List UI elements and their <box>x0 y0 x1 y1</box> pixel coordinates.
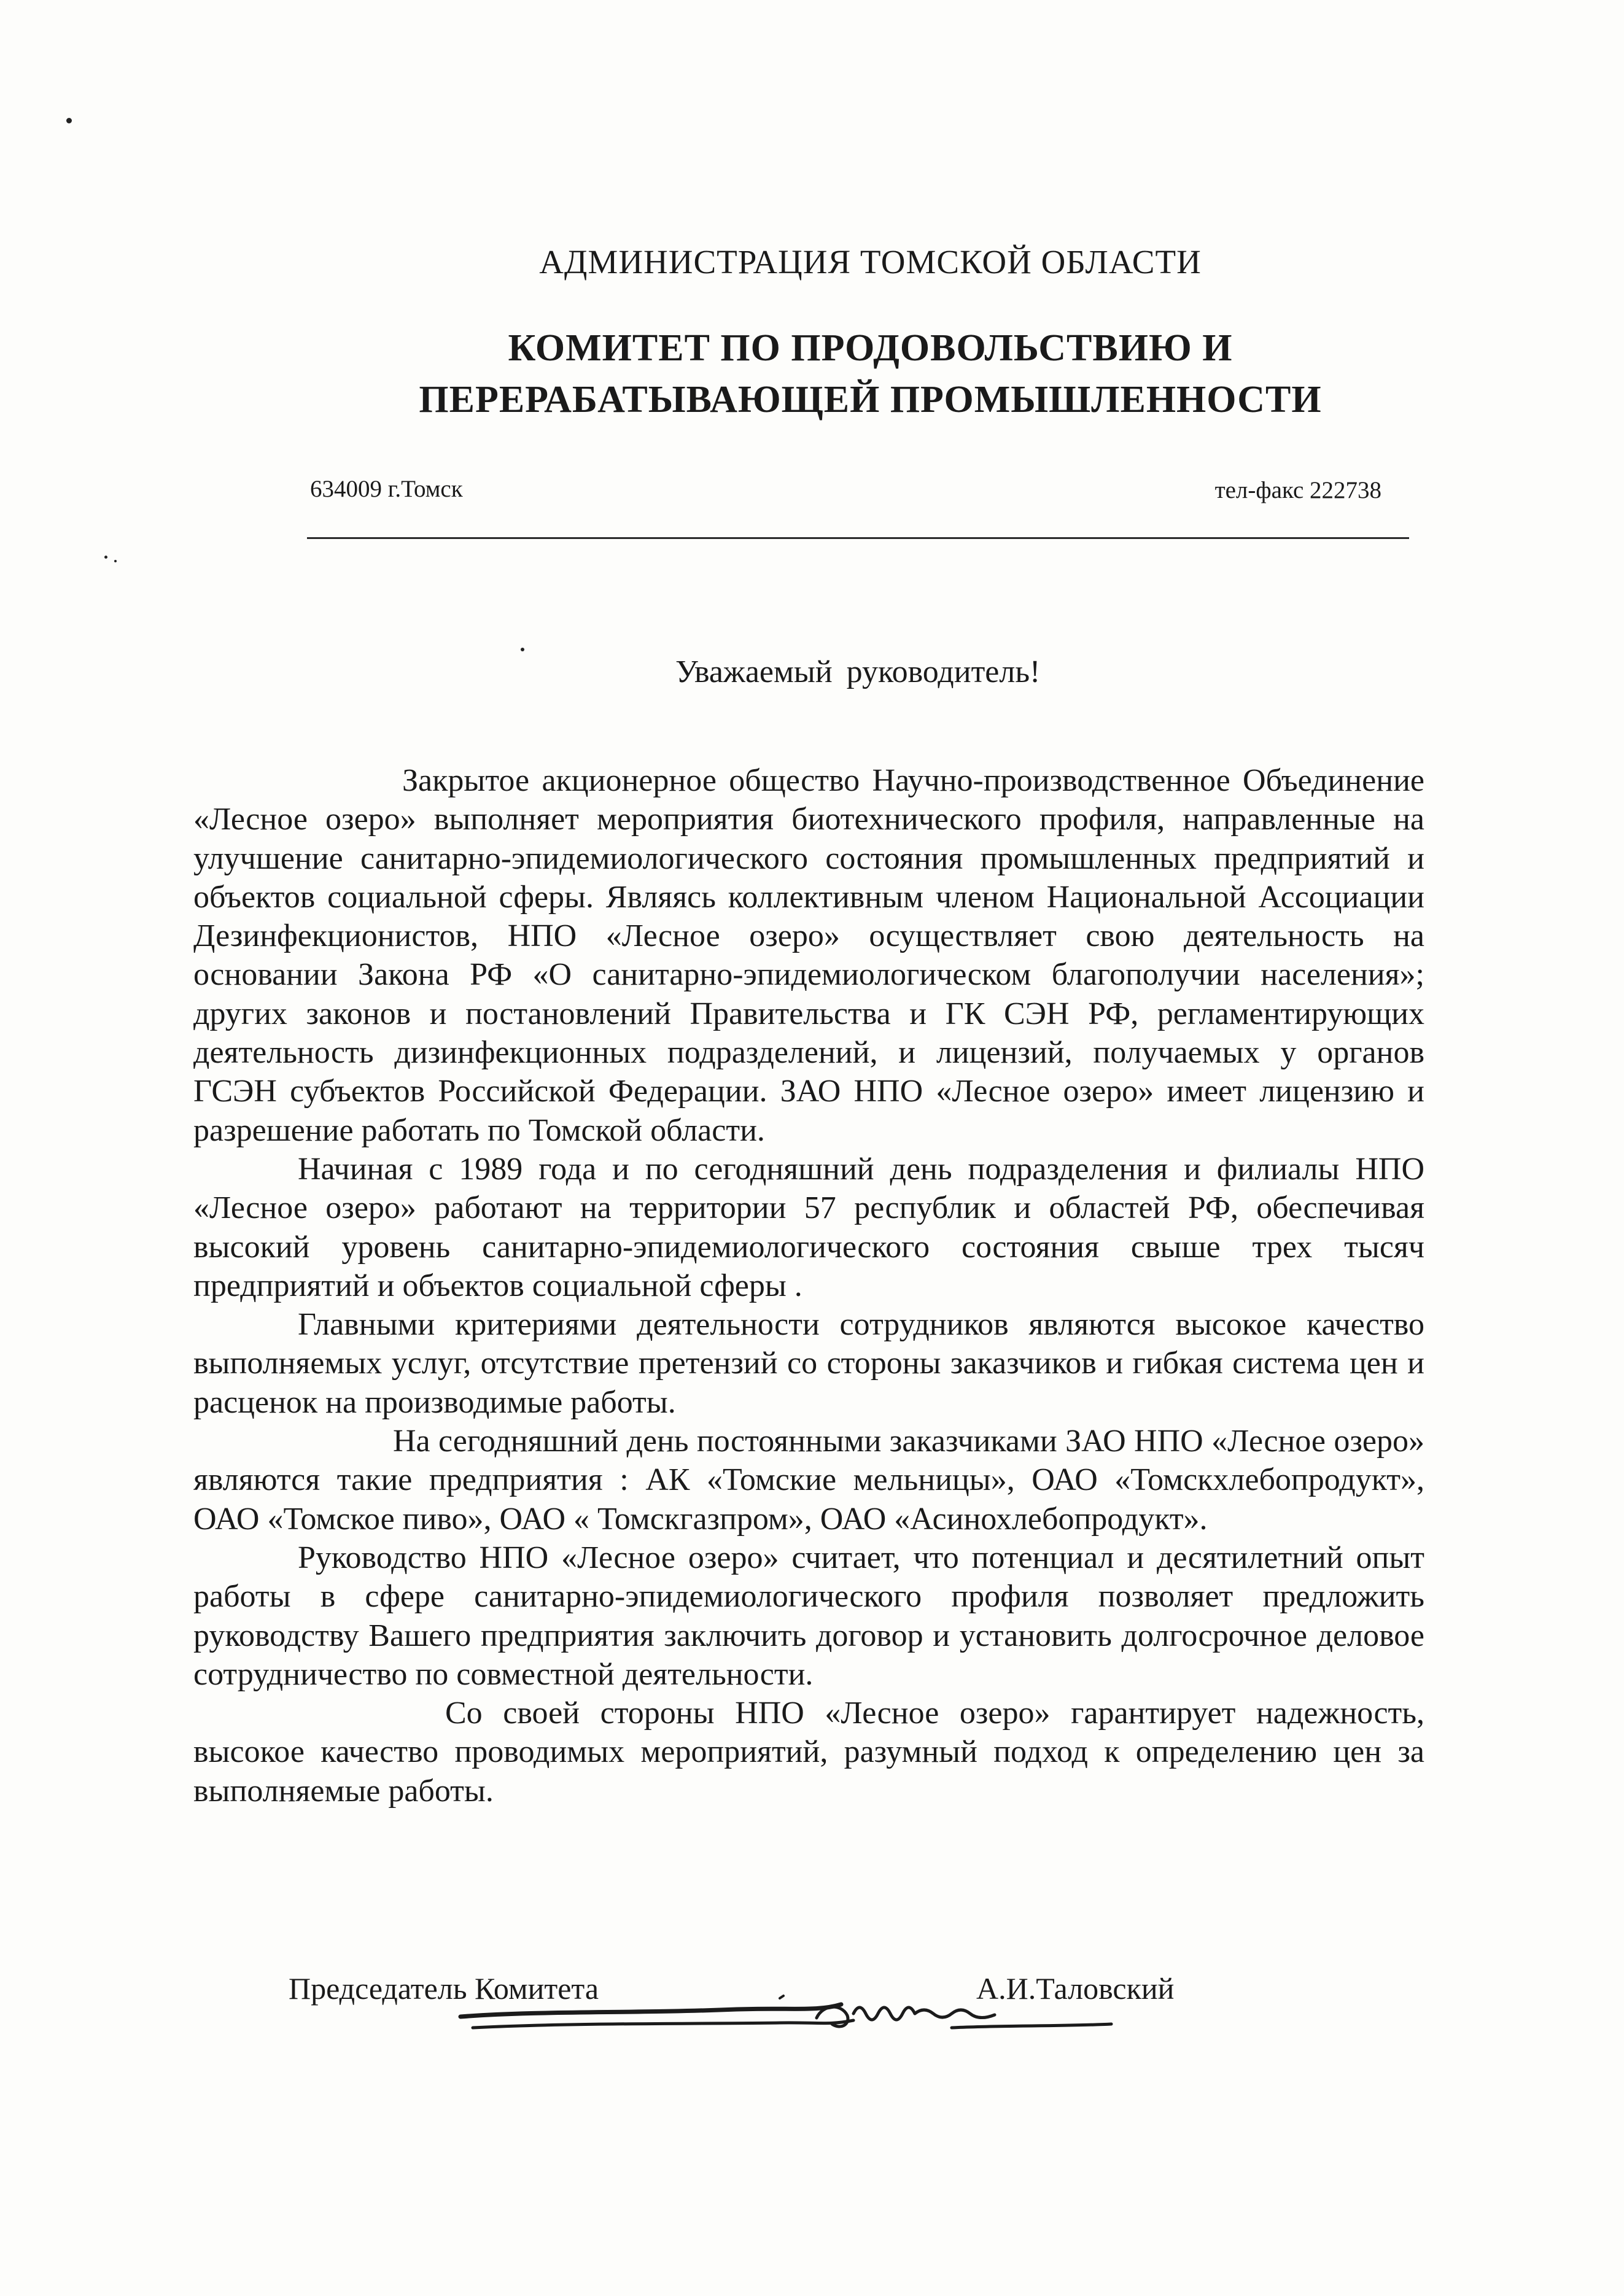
scan-speck <box>66 118 72 123</box>
letterhead-divider <box>307 537 1409 539</box>
signatory-name: А.И.Таловский <box>976 1971 1175 2006</box>
scan-speck <box>104 556 107 559</box>
handwritten-signature <box>448 1980 1124 2060</box>
paragraph: Руководство НПО «Лесное озеро» считает, что потенциал и десятилетний опыт работы в сфере санитарно-эпидемиологического профиля позволяет предложить руководству Вашего предприятия заключить договор и установить долгосрочное деловое сотрудничество по совместной деятельности. <box>193 1540 1424 1692</box>
paragraph: Закрытое акционерное общество Научно-производственное Объединение «Лесное озеро» выполняет мероприятия биотехнического профиля, направленные на улучшение санитарно-эпидемиологического состояния промышленных предприятий и объектов социальной сферы. Являясь коллективным членом Национальной Ассоциации Дезинфекционистов, НПО «Лесное озеро» осуществляет свою деятельность на основании Закона РФ «О санитарно-эпидемиологическом благополучии населения»; других законов и постановлений Правительства и ГК СЭН РФ, регламентирующих деятельность дизинфекционных подразделений, и лицензий, получаемых у органов ГСЭН субъектов Российской Федерации. ЗАО НПО «Лесное озеро» имеет лицензию и разрешение работать по Томской области. <box>193 763 1424 1148</box>
letter-body <box>193 761 1424 1810</box>
paragraph: На сегодняшний день постоянными заказчиками ЗАО НПО «Лесное озеро» являются такие предприятия : АК «Томские мельницы», ОАО «Томскхлебопродукт», ОАО «Томское пиво», ОАО « Томскгазпром», ОАО «Асинохлебопродукт». <box>193 1424 1424 1537</box>
scan-speck <box>114 560 117 562</box>
scan-speck <box>521 648 524 651</box>
committee-heading <box>58 322 1624 425</box>
address: 634009 г.Томск <box>310 476 463 502</box>
phone-fax: тел-факс 222738 <box>1214 477 1381 503</box>
paragraph: Начиная с 1989 года и по сегодняшний день подразделения и филиалы НПО «Лесное озеро» работают на территории 57 республик и областей РФ, обеспечивая высокий уровень санитарно-эпидемиологического состояния свыше трех тысяч предприятий и объектов социальной сферы . <box>193 1151 1424 1303</box>
greeting: Уважаемый руководитель! <box>675 654 1041 689</box>
signatory-title: Председатель Комитета <box>289 1971 599 2006</box>
administration-heading: АДМИНИСТРАЦИЯ ТОМСКОЙ ОБЛАСТИ <box>539 243 1202 281</box>
committee-heading-line1: КОМИТЕТ ПО ПРОДОВОЛЬСТВИЮ И <box>508 327 1233 369</box>
paragraph: Со своей стороны НПО «Лесное озеро» гарантирует надежность, высокое качество проводимых мероприятий, разумный подход к определению цен за выполняемые работы. <box>193 1696 1424 1809</box>
committee-heading-line2: ПЕРЕРАБАТЫВАЮЩЕЙ ПРОМЫШЛЕННОСТИ <box>419 379 1322 421</box>
paragraph: Главными критериями деятельности сотрудников являются высокое качество выполняемых услуг, отсутствие претензий со стороны заказчиков и гибкая система цен и расценок на производимые работы. <box>193 1307 1424 1420</box>
